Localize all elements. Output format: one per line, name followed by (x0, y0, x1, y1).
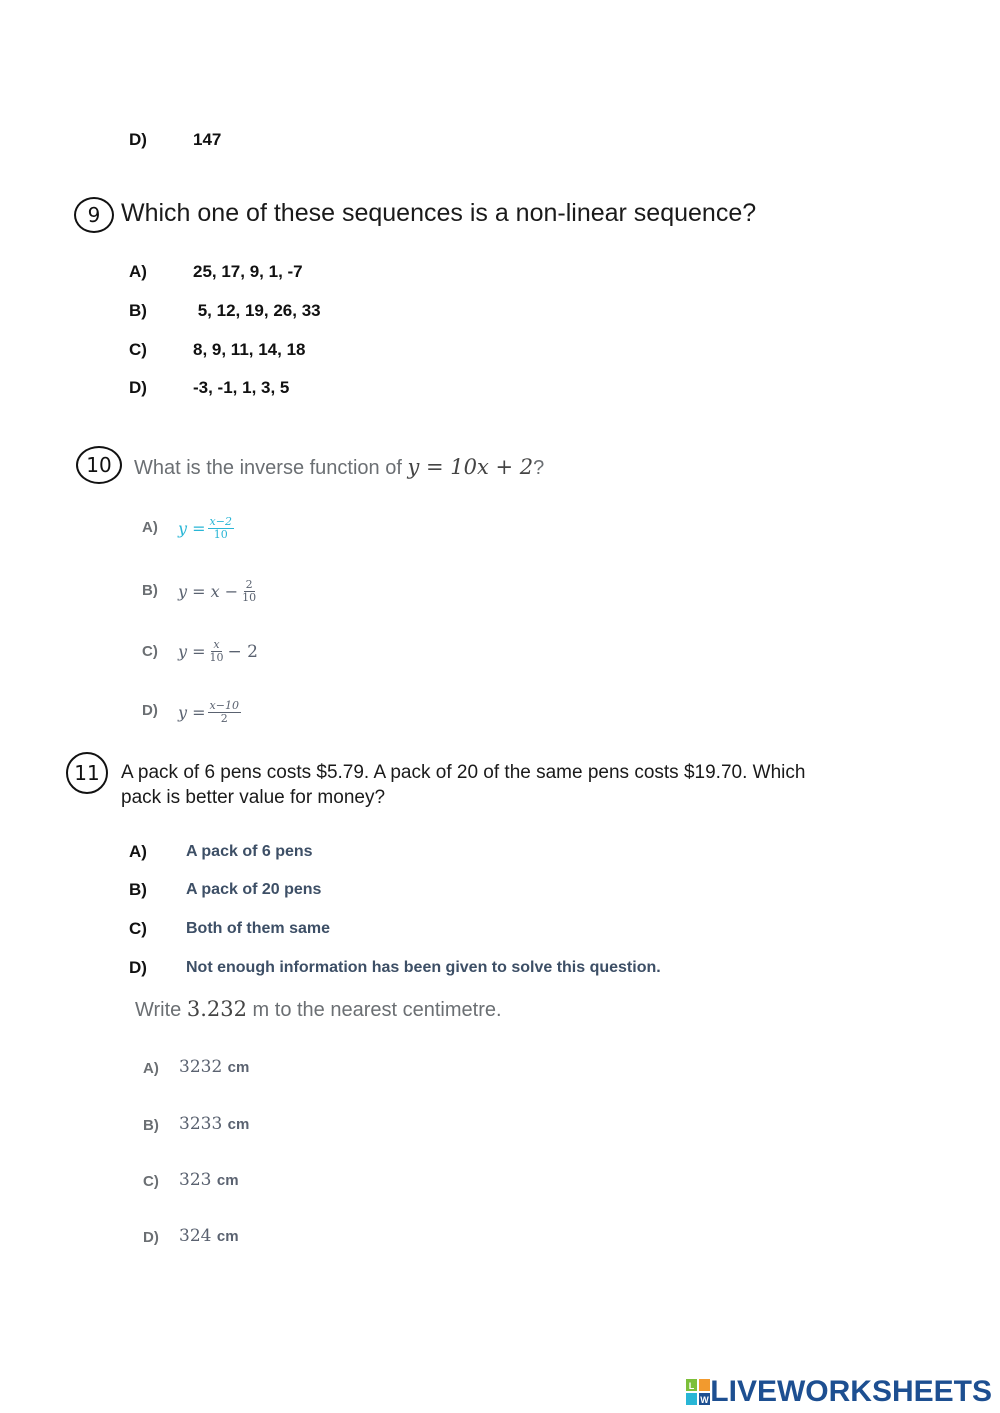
q12-option-b-letter[interactable]: B) (143, 1117, 159, 1134)
q10-option-d-formula[interactable] (178, 700, 243, 725)
q10-option-c-lhs: y = (178, 642, 206, 661)
q9-option-b-text[interactable]: 5, 12, 19, 26, 33 (193, 301, 321, 320)
q10-option-a-formula[interactable] (178, 516, 236, 541)
q9-option-c-text[interactable]: 8, 9, 11, 14, 18 (193, 340, 306, 359)
question-10-number-circle (76, 446, 122, 484)
q9-option-b-letter[interactable]: B) (129, 301, 147, 320)
q10-option-a-fraction (208, 516, 234, 541)
q9-option-d-text[interactable]: -3, -1, 1, 3, 5 (193, 378, 290, 397)
q11-option-b-text[interactable]: A pack of 20 pens (186, 881, 322, 898)
q12-option-d-value: 324 (179, 1226, 212, 1246)
q10-option-a-lhs: y = (178, 519, 206, 538)
q10-option-b-formula[interactable] (178, 579, 260, 604)
question-9-number: 9 (87, 203, 101, 227)
question-11-title-line-1: A pack of 6 pens costs $5.79. A pack of 20 of the same pens costs $19.70. Which (121, 762, 806, 783)
question-12-title-suffix: m to the nearest centimetre. (246, 999, 502, 1021)
q10-option-b-letter[interactable]: B) (142, 582, 158, 599)
q10-option-c-denominator: 10 (209, 651, 224, 664)
q12-option-a-unit: cm (227, 1059, 250, 1076)
q12-option-d-text[interactable] (179, 1226, 239, 1246)
question-12-title-prefix: Write (135, 999, 187, 1021)
question-10-title-suffix: ? (533, 457, 545, 479)
question-11-number-circle (66, 752, 108, 794)
q11-option-c-text[interactable]: Both of them same (186, 920, 331, 937)
q10-option-b-fraction (240, 579, 258, 604)
q12-option-d-unit: cm (216, 1228, 239, 1245)
q12-option-a-text[interactable] (179, 1057, 249, 1077)
q11-option-c-letter[interactable]: C) (129, 919, 147, 938)
prev-option-d-text: 147 (193, 130, 222, 149)
q10-option-c-fraction (208, 639, 226, 664)
logo-icon-letter-w: W (700, 1395, 710, 1405)
question-12-title (135, 997, 502, 1022)
q10-option-b-denominator: 10 (242, 591, 257, 604)
question-11-title (121, 760, 805, 810)
liveworksheets-logo-icon (686, 1379, 710, 1405)
question-10-number: 10 (86, 453, 112, 477)
q10-option-c-formula[interactable] (178, 639, 258, 664)
question-10-title (134, 455, 544, 480)
q10-option-d-denominator: 2 (220, 712, 228, 725)
q11-option-b-letter[interactable]: B) (129, 880, 147, 899)
question-9-title: Which one of these sequences is a non-linear sequence? (121, 199, 757, 227)
q10-option-b-lhs: y = x − (178, 582, 239, 601)
q11-option-d-text[interactable]: Not enough information has been given to solve this question. (186, 959, 661, 976)
q12-option-d-letter[interactable]: D) (143, 1229, 159, 1246)
q12-option-c-letter[interactable]: C) (143, 1173, 159, 1190)
liveworksheets-logo-text: LIVEWORKSHEETS (710, 1375, 992, 1408)
q12-option-c-value: 323 (179, 1170, 212, 1190)
q9-option-a-letter[interactable]: A) (129, 262, 147, 281)
q12-option-b-value: 3233 (179, 1114, 223, 1134)
q10-option-d-fraction (208, 700, 241, 725)
q12-option-a-letter[interactable]: A) (143, 1060, 159, 1077)
q9-option-d-letter[interactable]: D) (129, 378, 147, 397)
q10-option-c-letter[interactable]: C) (142, 643, 158, 660)
liveworksheets-logo (686, 1375, 992, 1409)
q12-option-b-text[interactable] (179, 1114, 249, 1134)
q9-option-a-text[interactable]: 25, 17, 9, 1, -7 (193, 262, 303, 281)
question-10-title-prefix: What is the inverse function of (134, 457, 408, 479)
q12-option-c-text[interactable] (179, 1170, 239, 1190)
q11-option-d-letter[interactable]: D) (129, 958, 147, 977)
q11-option-a-text[interactable]: A pack of 6 pens (186, 843, 313, 860)
question-9-number-circle (74, 197, 114, 233)
q11-option-a-letter[interactable]: A) (129, 842, 147, 861)
q10-option-c-numerator: x (213, 638, 220, 651)
q12-option-b-unit: cm (227, 1116, 250, 1133)
q10-option-d-lhs: y = (178, 703, 206, 722)
q12-option-a-value: 3232 (179, 1057, 223, 1077)
q10-option-c-tail: − 2 (227, 641, 258, 662)
prev-option-d-letter: D) (129, 130, 147, 149)
question-11-title-line-2: pack is better value for money? (121, 787, 386, 808)
question-11-number: 11 (74, 761, 100, 785)
q10-option-a-denominator: 10 (213, 528, 228, 541)
question-12-title-value: 3.232 (186, 997, 247, 1021)
q10-option-d-numerator: x−10 (209, 699, 239, 712)
q10-option-b-numerator: 2 (245, 578, 253, 591)
q10-option-d-letter[interactable]: D) (142, 702, 158, 719)
q12-option-c-unit: cm (216, 1172, 239, 1189)
question-10-title-math: y = 10x + 2 (407, 455, 534, 479)
q10-option-a-letter[interactable]: A) (142, 519, 158, 536)
q9-option-c-letter[interactable]: C) (129, 340, 147, 359)
logo-icon-letter-l: L (689, 1381, 695, 1391)
q10-option-a-numerator: x−2 (209, 515, 232, 528)
